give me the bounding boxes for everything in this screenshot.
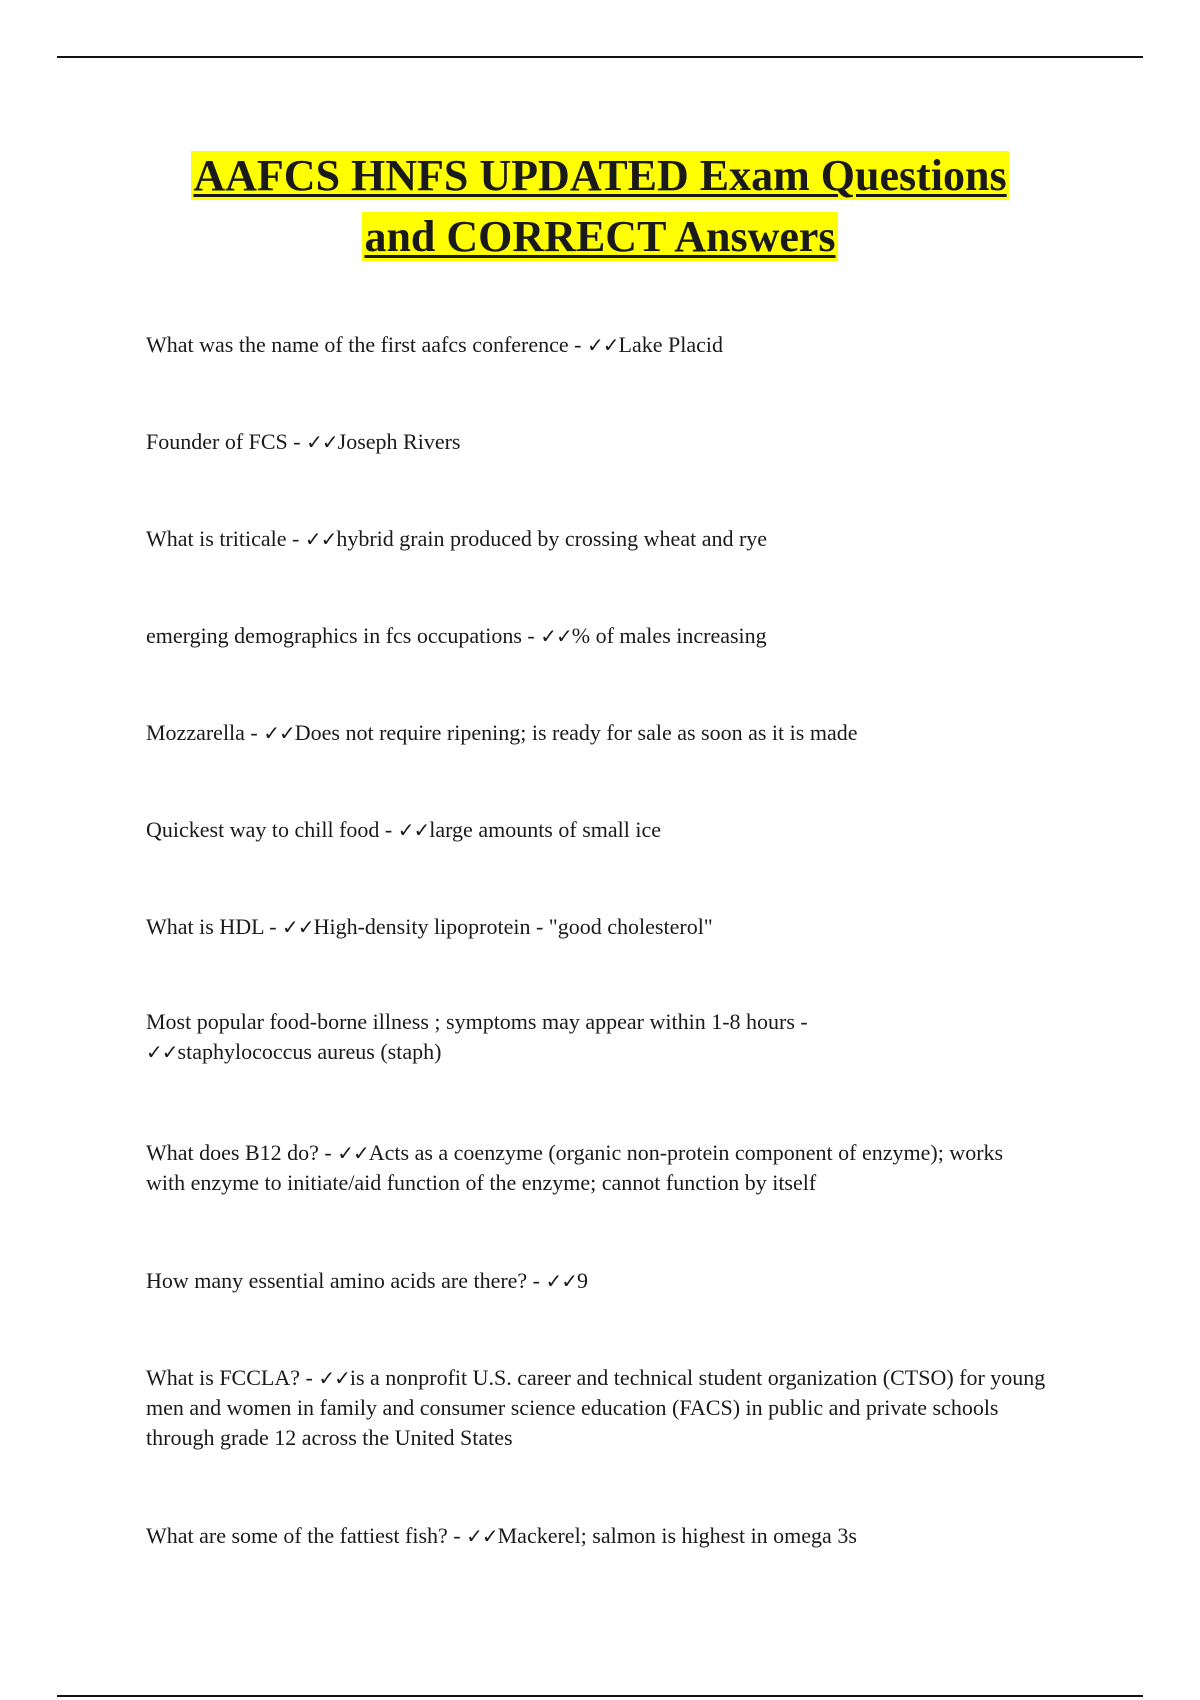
check-mark-icon: ✓✓ bbox=[318, 1366, 350, 1390]
check-mark-icon: ✓✓ bbox=[587, 333, 619, 357]
answer-text: large amounts of small ice bbox=[429, 817, 662, 842]
question-text: Founder of FCS - bbox=[146, 429, 307, 454]
check-mark-icon: ✓✓ bbox=[540, 624, 572, 648]
qa-item bbox=[146, 1007, 1046, 1067]
qa-item bbox=[146, 1266, 1046, 1296]
top-rule bbox=[57, 56, 1143, 58]
qa-item bbox=[146, 1138, 1046, 1198]
qa-item bbox=[146, 524, 1046, 554]
qa-item bbox=[146, 427, 1046, 457]
check-mark-icon: ✓✓ bbox=[545, 1269, 578, 1293]
answer-text: Lake Placid bbox=[618, 332, 723, 357]
answer-text: Does not require ripening; is ready for sale as soon as it is made bbox=[294, 720, 858, 745]
check-mark-icon: ✓✓ bbox=[263, 721, 295, 745]
question-text: What is FCCLA? - bbox=[146, 1365, 319, 1390]
question-text: What does B12 do? - bbox=[146, 1140, 338, 1165]
document-title bbox=[0, 145, 1200, 267]
title-line-1: AAFCS HNFS UPDATED Exam Questions bbox=[193, 151, 1007, 200]
qa-item bbox=[146, 912, 1046, 942]
check-mark-icon: ✓✓ bbox=[282, 915, 314, 939]
question-text: Most popular food-borne illness ; symptoms may appear within 1-8 hours - bbox=[146, 1009, 808, 1034]
bottom-rule bbox=[57, 1695, 1143, 1697]
qa-item bbox=[146, 815, 1046, 845]
answer-text: Joseph Rivers bbox=[337, 429, 461, 454]
qa-item bbox=[146, 621, 1046, 651]
check-mark-icon: ✓✓ bbox=[337, 1141, 369, 1165]
question-text: Mozzarella - bbox=[146, 720, 264, 745]
qa-item bbox=[146, 718, 1046, 748]
question-text: What was the name of the first aafcs conference - bbox=[146, 332, 587, 357]
check-mark-icon: ✓✓ bbox=[397, 818, 430, 842]
question-text: What is HDL - bbox=[146, 914, 283, 939]
check-mark-icon: ✓✓ bbox=[146, 1040, 178, 1064]
answer-text: % of males increasing bbox=[571, 623, 767, 648]
check-mark-icon: ✓✓ bbox=[304, 527, 337, 551]
check-mark-icon: ✓✓ bbox=[306, 430, 338, 454]
title-line-2: and CORRECT Answers bbox=[364, 212, 836, 261]
question-text: What is triticale - bbox=[146, 526, 305, 551]
answer-text: hybrid grain produced by crossing wheat and rye bbox=[336, 526, 768, 551]
question-text: Quickest way to chill food - bbox=[146, 817, 398, 842]
answer-text: staphylococcus aureus (staph) bbox=[177, 1039, 442, 1064]
question-text: How many essential amino acids are there? - bbox=[146, 1268, 546, 1293]
answer-text: Mackerel; salmon is highest in omega 3s bbox=[497, 1523, 857, 1548]
answer-text: is a nonprofit U.S. career and technical student organization (CTSO) for young men and women in family and consumer science education (FACS) in public and private schools through grade 12 across the United States bbox=[146, 1365, 1046, 1450]
answer-text: 9 bbox=[577, 1268, 589, 1293]
qa-item bbox=[146, 1363, 1046, 1453]
qa-item bbox=[146, 330, 1046, 360]
question-text: What are some of the fattiest fish? - bbox=[146, 1523, 467, 1548]
check-mark-icon: ✓✓ bbox=[466, 1524, 498, 1548]
answer-text: Acts as a coenzyme (organic non-protein component of enzyme); works with enzyme to initiate/aid function of the enzyme; cannot function by itself bbox=[146, 1140, 1004, 1195]
question-text: emerging demographics in fcs occupations - bbox=[146, 623, 541, 648]
answer-text: High-density lipoprotein - "good cholesterol" bbox=[313, 914, 713, 939]
qa-item bbox=[146, 1521, 1046, 1551]
